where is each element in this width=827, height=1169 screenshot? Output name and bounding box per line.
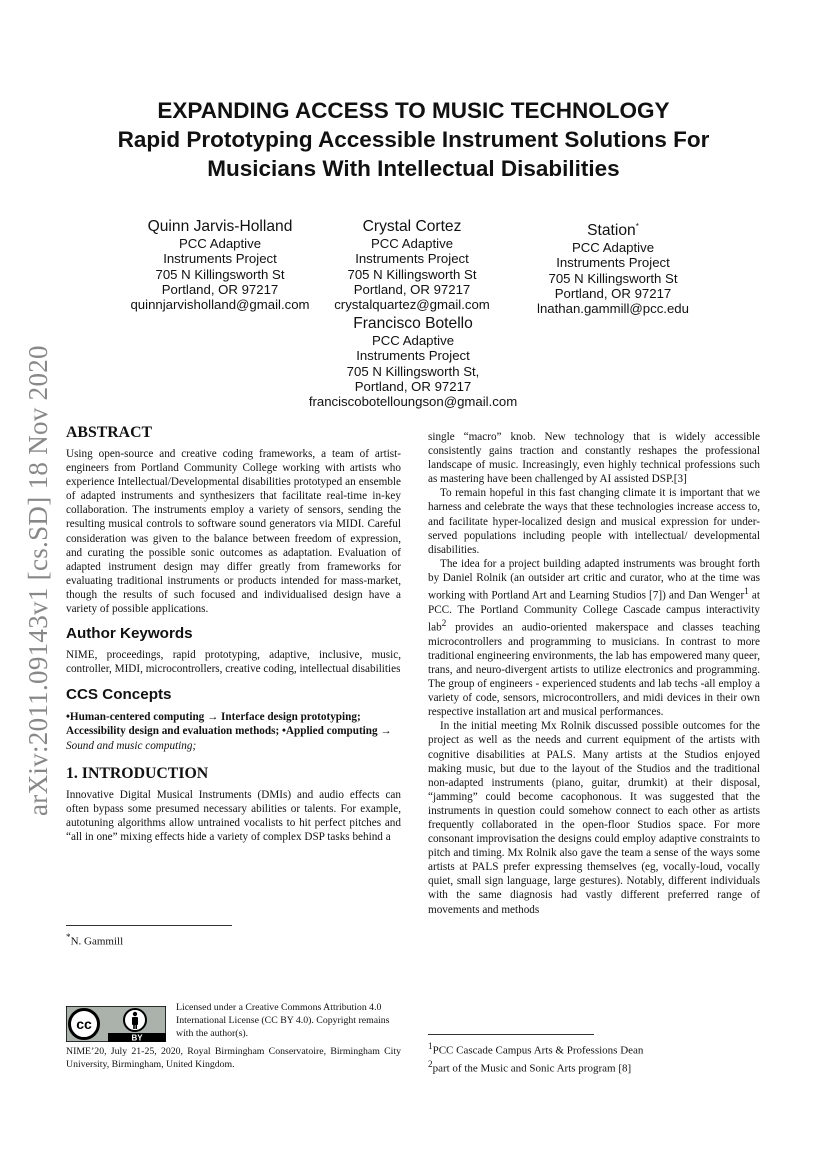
cc-label: cc (76, 1016, 92, 1032)
footnote-text: N. Gammill (70, 935, 124, 948)
ccs-bold-2: Interface design prototyping; Accessibility design and evaluation methods; •Applied computing (66, 711, 378, 738)
author-affiliation: PCC Adaptive (178, 236, 262, 251)
right-paragraph-1: To remain hopeful in this fast changing climate it is important that we harness and celebrate the ways that these technologies increase access to, and facilitate hyper-localized design and musical expression for under-served populations including people with intellectual/ developmental disabilities. (428, 487, 760, 556)
cc-by-icon (66, 1006, 166, 1042)
right-paragraph-2 (428, 557, 760, 720)
author-block-1 (110, 217, 330, 312)
ccs-text (66, 710, 401, 752)
abstract-heading: ABSTRACT (66, 424, 153, 441)
author-address: 705 N Killingsworth St (155, 266, 285, 282)
author-affiliation-2: Instruments Project (163, 251, 277, 267)
author-address: 705 N Killingsworth St (347, 266, 477, 282)
arxiv-stamp: arXiv:2011.09143v1 [cs.SD] 18 Nov 2020 (23, 345, 53, 816)
left-column (66, 424, 401, 844)
intro-heading: 1. INTRODUCTION (66, 764, 209, 782)
footnote-text: PCC Cascade Campus Arts & Professions Dean (432, 1044, 644, 1057)
footnotes-right (428, 1040, 758, 1076)
right-paragraph-0: single “macro” knob. New technology that is widely accessible consistently gains traction and constantly reshapes the professional landscape of music. Increasingly, even highly technical professions such as mastering have been challenged by AI assisted DSP.[3] (428, 431, 760, 486)
author-affiliation-2: Instruments Project (556, 255, 670, 271)
license-text: Licensed under a Creative Commons Attribution 4.0 International License (CC BY 4.0). Copyright remains with the author(s). (176, 1002, 390, 1039)
keywords-text: NIME, proceedings, rapid prototyping, adaptive, inclusive, music, controller, MIDI, microcontrollers, creative coding, intellectual disabilities (66, 649, 401, 676)
ccs-italic: Sound and music computing; (66, 739, 197, 752)
footnote-mark: 1 (428, 1041, 433, 1051)
footnote-ref-2: 2 (441, 618, 447, 629)
footnote-1 (428, 1040, 758, 1058)
cc-by-badge (66, 1006, 166, 1042)
abstract-text: Using open-source and creative coding frameworks, a team of artist-engineers from Portland Community College working with artists who experience Intellectual/Developmental disabilities prototyped an ensemble of adapted instruments and synthesizers that facilitate real-time in-key collaboration. The instruments employ a variety of sensors, sending the resulting musical controls to software sound generators via MIDI. Careful consideration was given to the balance between freedom of expression, and curating the possible sonic outcomes as adaptation. Evaluation of adapted instrument design may differ greatly from frameworks for evaluating traditional instruments or products intended for mass-market, though the results of such focused and individualised design have a variety of possible applications. (66, 448, 401, 616)
footnote-mark: * (66, 932, 71, 942)
by-label: BY (131, 1033, 143, 1042)
author-name: Station (587, 222, 636, 240)
paragraph-segment: The idea for a project building adapted instruments was brought forth by Daniel Rolnik (an outsider art critic and curator, who at the time was working with Portland Art and Learning Studios [7]) and Dan Wenger (428, 557, 760, 602)
ccs-arrow-1: → (204, 711, 222, 724)
title-line-1: EXPANDING ACCESS TO MUSIC TECHNOLOGY (157, 98, 670, 123)
author-city: Portland, OR 97217 (554, 286, 672, 302)
footnote-left (66, 931, 366, 949)
author-footnote-mark: * (635, 222, 639, 231)
author-address: 705 N Killingsworth St (548, 270, 678, 286)
author-name: Francisco Botello (353, 315, 473, 332)
author-city: Portland, OR 97217 (354, 378, 472, 394)
right-paragraph-3: In the initial meeting Mx Rolnik discussed possible outcomes for the project as well as the needs and current equipment of the artists with cognitive disabilities at PALS. Many artists at the Studios enjoyed making music, but due to the layout of the Studios and the traditional non-adapted instruments (piano, guitar, drumkit) at their disposal, “jamming” could become cacophonous. It was suggested that the instruments in question could somehow connect to each other as artists frequently collaborated in the open-floor Studios space. For more consonant improvisation the designs could employ adaptive constraints to pitch and timing. Mx Rolnik also gave the team a sense of the ways some artists at PALS prefer expressing themselves (eg, vocally-loud, vocally quiet, small sign language, large gestures). Notably, different individuals with the same diagnosis had vastly different preferred range of movements and methods (428, 720, 760, 916)
author-block-2 (302, 217, 522, 312)
footnote-2 (428, 1058, 758, 1076)
author-address: 705 N Killingsworth St, (346, 363, 480, 379)
footnote-rule (66, 925, 232, 926)
author-affiliation: PCC Adaptive (371, 333, 455, 348)
author-block-4 (278, 314, 548, 409)
title-line-2: Rapid Prototyping Accessible Instrument Solutions For (117, 127, 710, 152)
keywords-heading: Author Keywords (66, 625, 193, 643)
author-affiliation-2: Instruments Project (356, 348, 470, 364)
ccs-bold-1: •Human-centered computing (66, 711, 205, 724)
title-line-3: Musicians With Intellectual Disabilities (207, 156, 620, 181)
author-city: Portland, OR 97217 (161, 281, 279, 297)
right-column (428, 430, 760, 917)
author-name: Crystal Cortez (362, 218, 462, 235)
paragraph-segment: at PCC. The Portland Community College Cascade campus interactivity lab (428, 589, 760, 634)
author-name: Quinn Jarvis-Holland (147, 218, 293, 235)
author-city: Portland, OR 97217 (353, 281, 471, 297)
author-name-row (503, 217, 723, 240)
author-email: franciscobotelloungson@gmail.com (308, 394, 518, 410)
paragraph-segment: provides an audio-oriented makerspace and classes teaching microcontrollers and programming to musicians. In contrast to more traditional engineering environments, the lab has empowered many queer, trans, and neuro-divergent artists to utilize electronics and programming. The group of engineers - experienced students and lab techs -all employ a variety of code, sensors, microcontrollers, and midi devices in their own respective installation art and musical performances. (428, 621, 760, 719)
author-email: lnathan.gammill@pcc.edu (537, 301, 689, 317)
author-affiliation: PCC Adaptive (571, 240, 655, 256)
author-email: crystalquartez@gmail.com (334, 297, 490, 313)
author-affiliation-2: Instruments Project (355, 251, 469, 267)
footnote-text: part of the Music and Sonic Arts program [8] (432, 1062, 632, 1075)
footnote-ref-1: 1 (744, 587, 749, 598)
ccs-arrow-2: → (377, 725, 392, 738)
venue-text: NIME’20, July 21-25, 2020, Royal Birmingham Conservatoire, Birmingham City University, Birmingham, United Kingdom. (66, 1046, 401, 1070)
intro-paragraph-1: Innovative Digital Musical Instruments (DMIs) and audio effects can often bypass some presumed necessary abilities or talents. For example, autotuning algorithms allow untrained vocalists to hit perfect pitches and “all in one” mixing effects hide a variety of complex DSP tasks behind a (66, 788, 401, 843)
author-email: quinnjarvisholland@gmail.com (130, 297, 310, 313)
paper-title (60, 96, 767, 183)
ccs-heading: CCS Concepts (66, 686, 172, 704)
author-affiliation: PCC Adaptive (370, 236, 454, 251)
author-block-3 (503, 217, 723, 317)
footnote-mark: 2 (428, 1059, 433, 1070)
footnote-rule-right (428, 1034, 594, 1035)
